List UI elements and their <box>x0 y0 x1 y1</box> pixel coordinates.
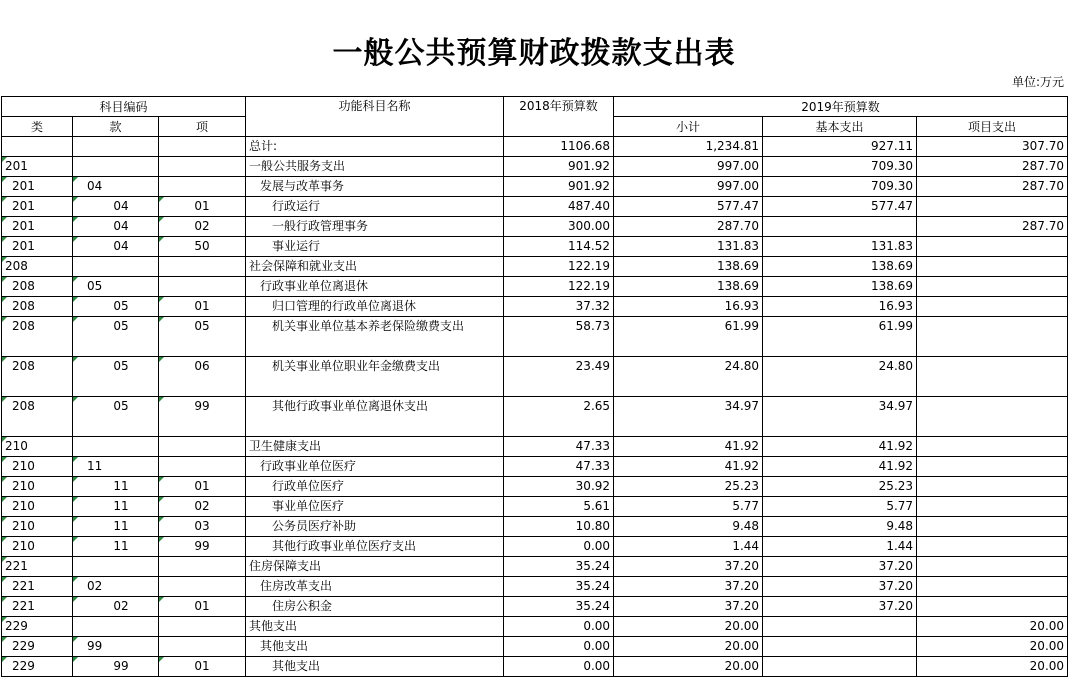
cell-project <box>917 317 1068 357</box>
cell-name: 其他支出 <box>246 657 504 677</box>
cell-2018: 30.92 <box>504 477 614 497</box>
cell-project <box>917 537 1068 557</box>
table-row <box>2 317 1068 357</box>
cell-xiang <box>159 457 246 477</box>
cell-basic: 138.69 <box>763 257 917 277</box>
cell-project <box>917 477 1068 497</box>
cell-subtotal: 131.83 <box>614 237 763 257</box>
cell-kuan <box>73 437 159 457</box>
cell-basic: 24.80 <box>763 357 917 397</box>
cell-subtotal: 24.80 <box>614 357 763 397</box>
cell-project <box>917 517 1068 537</box>
cell-lei: 210 <box>2 477 73 497</box>
cell-subtotal: 5.77 <box>614 497 763 517</box>
cell-xiang: 01 <box>159 657 246 677</box>
cell-xiang: 99 <box>159 397 246 437</box>
cell-xiang <box>159 577 246 597</box>
cell-basic: 577.47 <box>763 197 917 217</box>
cell-2018: 901.92 <box>504 157 614 177</box>
cell-2018: 122.19 <box>504 277 614 297</box>
page-title: 一般公共预算财政拨款支出表 <box>332 36 736 71</box>
cell-2018: 47.33 <box>504 457 614 477</box>
cell-xiang <box>159 157 246 177</box>
table-row <box>2 217 1068 237</box>
cell-kuan: 11 <box>73 537 159 557</box>
cell-lei <box>2 137 73 157</box>
cell-2018: 47.33 <box>504 437 614 457</box>
cell-name: 发展与改革事务 <box>246 177 504 197</box>
cell-name: 机关事业单位基本养老保险缴费支出 <box>246 317 504 357</box>
table-row <box>2 617 1068 637</box>
cell-basic <box>763 657 917 677</box>
cell-project: 287.70 <box>917 177 1068 197</box>
cell-name: 事业运行 <box>246 237 504 257</box>
cell-kuan: 04 <box>73 217 159 237</box>
cell-kuan: 99 <box>73 637 159 657</box>
cell-xiang: 03 <box>159 517 246 537</box>
cell-basic: 37.20 <box>763 577 917 597</box>
cell-name: 行政事业单位离退休 <box>246 277 504 297</box>
cell-xiang <box>159 257 246 277</box>
table-row <box>2 537 1068 557</box>
cell-project <box>917 257 1068 277</box>
cell-name: 一般行政管理事务 <box>246 217 504 237</box>
table-row <box>2 197 1068 217</box>
header-basic: 基本支出 <box>763 117 917 137</box>
cell-lei: 210 <box>2 537 73 557</box>
cell-project: 20.00 <box>917 637 1068 657</box>
cell-lei: 210 <box>2 517 73 537</box>
table-row <box>2 237 1068 257</box>
cell-kuan: 11 <box>73 517 159 537</box>
cell-kuan: 05 <box>73 357 159 397</box>
cell-kuan: 99 <box>73 657 159 677</box>
cell-project <box>917 357 1068 397</box>
cell-lei: 201 <box>2 197 73 217</box>
cell-subtotal: 34.97 <box>614 397 763 437</box>
cell-2018: 35.24 <box>504 577 614 597</box>
cell-subtotal: 1,234.81 <box>614 137 763 157</box>
cell-basic: 131.83 <box>763 237 917 257</box>
cell-xiang: 05 <box>159 317 246 357</box>
cell-project: 287.70 <box>917 217 1068 237</box>
table-row <box>2 577 1068 597</box>
table-row <box>2 437 1068 457</box>
cell-2018: 58.73 <box>504 317 614 357</box>
cell-project <box>917 197 1068 217</box>
cell-lei: 201 <box>2 157 73 177</box>
cell-xiang <box>159 637 246 657</box>
cell-name: 事业单位医疗 <box>246 497 504 517</box>
table-row <box>2 497 1068 517</box>
cell-kuan: 05 <box>73 297 159 317</box>
table-row <box>2 517 1068 537</box>
header-2019: 2019年预算数 <box>614 97 1068 117</box>
cell-basic: 927.11 <box>763 137 917 157</box>
cell-xiang: 06 <box>159 357 246 397</box>
cell-name: 机关事业单位职业年金缴费支出 <box>246 357 504 397</box>
cell-project <box>917 297 1068 317</box>
cell-kuan <box>73 617 159 637</box>
cell-basic <box>763 637 917 657</box>
cell-name: 总计: <box>246 137 504 157</box>
cell-name: 卫生健康支出 <box>246 437 504 457</box>
cell-kuan <box>73 257 159 277</box>
table-row <box>2 597 1068 617</box>
header-project: 项目支出 <box>917 117 1068 137</box>
cell-kuan: 05 <box>73 317 159 357</box>
cell-basic: 5.77 <box>763 497 917 517</box>
cell-kuan: 11 <box>73 497 159 517</box>
cell-name: 归口管理的行政单位离退休 <box>246 297 504 317</box>
cell-name: 住房公积金 <box>246 597 504 617</box>
cell-xiang: 50 <box>159 237 246 257</box>
cell-2018: 35.24 <box>504 597 614 617</box>
cell-lei: 210 <box>2 457 73 477</box>
table-row <box>2 457 1068 477</box>
cell-2018: 300.00 <box>504 217 614 237</box>
cell-2018: 5.61 <box>504 497 614 517</box>
cell-lei: 201 <box>2 177 73 197</box>
cell-basic: 709.30 <box>763 157 917 177</box>
cell-xiang: 99 <box>159 537 246 557</box>
cell-basic: 61.99 <box>763 317 917 357</box>
cell-subtotal: 25.23 <box>614 477 763 497</box>
table-row <box>2 257 1068 277</box>
cell-kuan <box>73 157 159 177</box>
cell-2018: 10.80 <box>504 517 614 537</box>
cell-project <box>917 397 1068 437</box>
cell-kuan: 02 <box>73 597 159 617</box>
cell-project <box>917 277 1068 297</box>
cell-subtotal: 61.99 <box>614 317 763 357</box>
cell-kuan: 11 <box>73 457 159 477</box>
table-row <box>2 177 1068 197</box>
cell-project <box>917 597 1068 617</box>
cell-basic <box>763 617 917 637</box>
header-kuan: 款 <box>73 117 159 137</box>
cell-subtotal: 20.00 <box>614 617 763 637</box>
table-row <box>2 397 1068 437</box>
table-row <box>2 657 1068 677</box>
cell-project <box>917 557 1068 577</box>
cell-lei: 221 <box>2 557 73 577</box>
unit-label: 单位:万元 <box>1011 75 1064 89</box>
cell-2018: 0.00 <box>504 617 614 637</box>
cell-xiang: 02 <box>159 217 246 237</box>
cell-basic: 37.20 <box>763 557 917 577</box>
cell-kuan: 04 <box>73 177 159 197</box>
cell-name: 社会保障和就业支出 <box>246 257 504 277</box>
cell-lei: 201 <box>2 237 73 257</box>
cell-kuan: 04 <box>73 237 159 257</box>
cell-xiang <box>159 177 246 197</box>
cell-lei: 208 <box>2 317 73 357</box>
cell-subtotal: 37.20 <box>614 597 763 617</box>
cell-project: 20.00 <box>917 657 1068 677</box>
cell-subtotal: 287.70 <box>614 217 763 237</box>
cell-lei: 210 <box>2 497 73 517</box>
table-row <box>2 137 1068 157</box>
cell-name: 其他支出 <box>246 617 504 637</box>
cell-kuan: 05 <box>73 277 159 297</box>
cell-basic: 1.44 <box>763 537 917 557</box>
cell-2018: 487.40 <box>504 197 614 217</box>
cell-2018: 0.00 <box>504 637 614 657</box>
cell-project <box>917 457 1068 477</box>
cell-basic: 41.92 <box>763 457 917 477</box>
cell-subtotal: 20.00 <box>614 657 763 677</box>
cell-kuan <box>73 557 159 577</box>
cell-subtotal: 20.00 <box>614 637 763 657</box>
cell-2018: 114.52 <box>504 237 614 257</box>
cell-lei: 208 <box>2 297 73 317</box>
cell-name: 住房保障支出 <box>246 557 504 577</box>
cell-lei: 201 <box>2 217 73 237</box>
cell-lei: 208 <box>2 397 73 437</box>
cell-2018: 0.00 <box>504 537 614 557</box>
expenditure-table <box>1 96 1068 677</box>
cell-subtotal: 37.20 <box>614 557 763 577</box>
cell-basic: 41.92 <box>763 437 917 457</box>
header-name: 功能科目名称 <box>246 97 504 137</box>
header-row-1 <box>2 97 1068 117</box>
cell-lei: 229 <box>2 617 73 637</box>
header-lei: 类 <box>2 117 73 137</box>
cell-basic: 16.93 <box>763 297 917 317</box>
cell-xiang <box>159 277 246 297</box>
table-row <box>2 477 1068 497</box>
cell-2018: 35.24 <box>504 557 614 577</box>
cell-subtotal: 41.92 <box>614 437 763 457</box>
cell-xiang: 01 <box>159 477 246 497</box>
cell-kuan: 04 <box>73 197 159 217</box>
cell-xiang: 02 <box>159 497 246 517</box>
header-subtotal: 小计 <box>614 117 763 137</box>
cell-name: 一般公共服务支出 <box>246 157 504 177</box>
cell-basic: 138.69 <box>763 277 917 297</box>
cell-project <box>917 437 1068 457</box>
cell-lei: 208 <box>2 257 73 277</box>
cell-name: 行政事业单位医疗 <box>246 457 504 477</box>
cell-2018: 0.00 <box>504 657 614 677</box>
cell-subtotal: 37.20 <box>614 577 763 597</box>
cell-project: 20.00 <box>917 617 1068 637</box>
cell-basic: 34.97 <box>763 397 917 437</box>
cell-xiang <box>159 617 246 637</box>
header-2018: 2018年预算数 <box>504 97 614 137</box>
cell-project: 307.70 <box>917 137 1068 157</box>
cell-xiang: 01 <box>159 197 246 217</box>
cell-basic <box>763 217 917 237</box>
table-row <box>2 277 1068 297</box>
cell-lei: 221 <box>2 597 73 617</box>
cell-name: 其他行政事业单位医疗支出 <box>246 537 504 557</box>
cell-subtotal: 577.47 <box>614 197 763 217</box>
cell-subtotal: 1.44 <box>614 537 763 557</box>
cell-2018: 901.92 <box>504 177 614 197</box>
table-row <box>2 357 1068 397</box>
cell-basic: 37.20 <box>763 597 917 617</box>
cell-name: 公务员医疗补助 <box>246 517 504 537</box>
cell-project <box>917 577 1068 597</box>
cell-project <box>917 237 1068 257</box>
cell-subtotal: 16.93 <box>614 297 763 317</box>
table-row <box>2 637 1068 657</box>
cell-basic: 9.48 <box>763 517 917 537</box>
cell-name: 行政单位医疗 <box>246 477 504 497</box>
cell-name: 其他行政事业单位离退休支出 <box>246 397 504 437</box>
cell-subtotal: 138.69 <box>614 277 763 297</box>
cell-lei: 210 <box>2 437 73 457</box>
cell-kuan <box>73 137 159 157</box>
cell-xiang <box>159 437 246 457</box>
cell-lei: 208 <box>2 277 73 297</box>
table-row <box>2 557 1068 577</box>
cell-project <box>917 497 1068 517</box>
cell-lei: 208 <box>2 357 73 397</box>
cell-2018: 23.49 <box>504 357 614 397</box>
cell-2018: 37.32 <box>504 297 614 317</box>
cell-lei: 221 <box>2 577 73 597</box>
cell-xiang <box>159 557 246 577</box>
cell-project: 287.70 <box>917 157 1068 177</box>
cell-2018: 1106.68 <box>504 137 614 157</box>
cell-xiang: 01 <box>159 597 246 617</box>
cell-xiang <box>159 137 246 157</box>
cell-2018: 122.19 <box>504 257 614 277</box>
table-row <box>2 157 1068 177</box>
cell-basic: 709.30 <box>763 177 917 197</box>
cell-2018: 2.65 <box>504 397 614 437</box>
cell-kuan: 11 <box>73 477 159 497</box>
header-code-group: 科目编码 <box>2 97 246 117</box>
cell-kuan: 02 <box>73 577 159 597</box>
cell-xiang: 01 <box>159 297 246 317</box>
cell-subtotal: 997.00 <box>614 177 763 197</box>
table-row <box>2 297 1068 317</box>
cell-subtotal: 997.00 <box>614 157 763 177</box>
cell-name: 其他支出 <box>246 637 504 657</box>
cell-kuan: 05 <box>73 397 159 437</box>
cell-name: 住房改革支出 <box>246 577 504 597</box>
header-xiang: 项 <box>159 117 246 137</box>
cell-subtotal: 9.48 <box>614 517 763 537</box>
cell-name: 行政运行 <box>246 197 504 217</box>
cell-lei: 229 <box>2 637 73 657</box>
cell-subtotal: 41.92 <box>614 457 763 477</box>
cell-subtotal: 138.69 <box>614 257 763 277</box>
cell-basic: 25.23 <box>763 477 917 497</box>
cell-lei: 229 <box>2 657 73 677</box>
